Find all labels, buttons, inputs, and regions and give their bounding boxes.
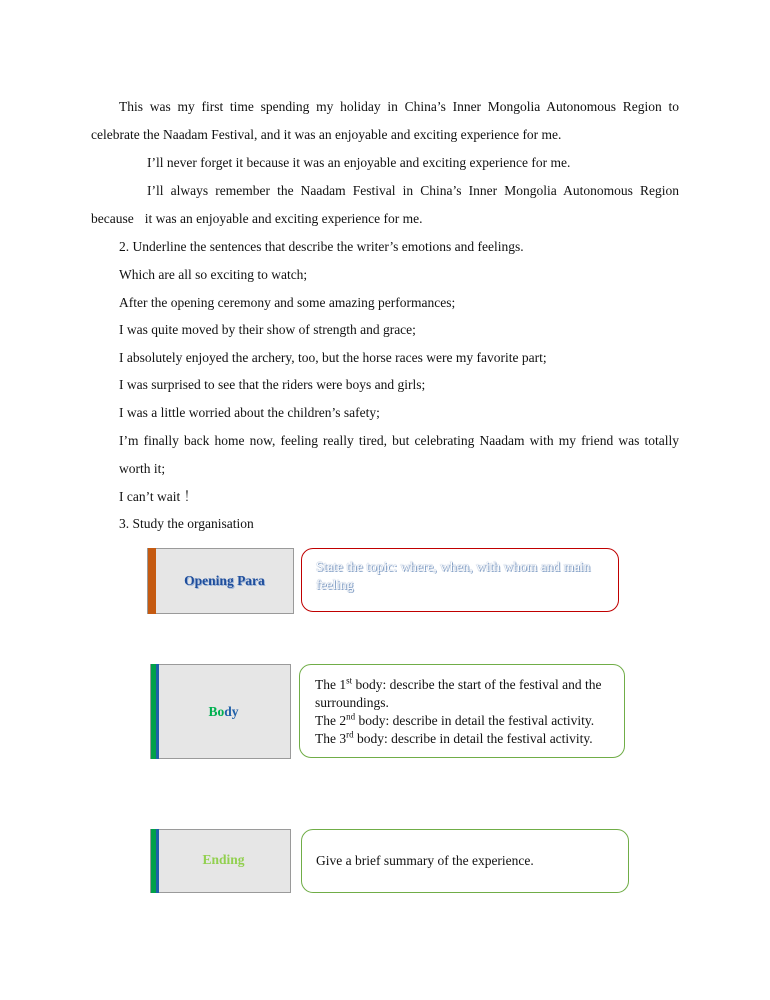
opening-accent-bar xyxy=(148,548,156,614)
ending-description-box xyxy=(301,829,629,893)
opening-description: State the topic: where, when, with whom and main feeling xyxy=(316,559,591,592)
sentence-item: I was a little worried about the children’s safety; xyxy=(119,405,380,420)
body-label xyxy=(202,704,238,720)
body-accent-bar-blue xyxy=(156,664,159,759)
sentence-item-long-line-1: I’m finally back home now, feeling really tired, but celebrating Naadam with my friend was totally xyxy=(119,433,679,448)
body-desc-line-2: The 2nd body: describe in detail the festival activity. xyxy=(315,711,595,728)
body-label-part-b: dy xyxy=(224,703,239,719)
ending-box xyxy=(150,829,291,893)
body-description-box xyxy=(299,664,625,758)
task-3-heading: 3. Study the organisation xyxy=(119,516,254,531)
ending-accent-bar-blue xyxy=(156,829,159,893)
body-desc-line-1: The 1st body: describe the start of the festival and the xyxy=(315,675,602,692)
sentence-item: I absolutely enjoyed the archery, too, but the horse races were my favorite part; xyxy=(119,350,547,365)
ending-label: Ending xyxy=(202,852,245,867)
task-2-heading: 2. Underline the sentences that describe the writer’s emotions and feelings. xyxy=(119,239,524,254)
alternative-sentence-1: I’ll never forget it because it was an enjoyable and exciting experience for me. xyxy=(147,155,571,170)
intro-line-1: This was my first time spending my holiday in China’s Inner Mongolia Autonomous Region to xyxy=(119,99,679,114)
sentence-item: I was surprised to see that the riders were boys and girls; xyxy=(119,377,426,392)
sentence-item-last: I can’t wait ！ xyxy=(119,489,198,504)
alternative-sentence-2-line-2 xyxy=(91,211,423,227)
sentence-item: After the opening ceremony and some amazing performances; xyxy=(119,295,456,310)
sentence-item-long-line-2: worth it; xyxy=(119,461,166,476)
alternative-sentence-2-line-1: I’ll always remember the Naadam Festival in China’s Inner Mongolia Autonomous Region xyxy=(147,183,679,198)
sentence-item: Which are all so exciting to watch; xyxy=(119,267,308,282)
reason-clause: it was an enjoyable and exciting experience for me. xyxy=(144,211,423,226)
opening-para-label: Opening Para xyxy=(184,573,265,588)
body-label-part-a: Bo xyxy=(208,703,225,719)
because-word: because xyxy=(91,211,134,226)
body-desc-line-1-cont: surroundings. xyxy=(315,695,389,710)
ending-description: Give a brief summary of the experience. xyxy=(316,853,534,868)
intro-line-2: celebrate the Naadam Festival, and it was an enjoyable and exciting experience for me. xyxy=(91,127,562,142)
body-desc-line-3: The 3rd body: describe in detail the festival activity. xyxy=(315,729,593,746)
body-box xyxy=(150,664,291,759)
sentence-item: I was quite moved by their show of strength and grace; xyxy=(119,322,416,337)
opening-description-box xyxy=(301,548,619,612)
opening-para-box xyxy=(147,548,294,614)
